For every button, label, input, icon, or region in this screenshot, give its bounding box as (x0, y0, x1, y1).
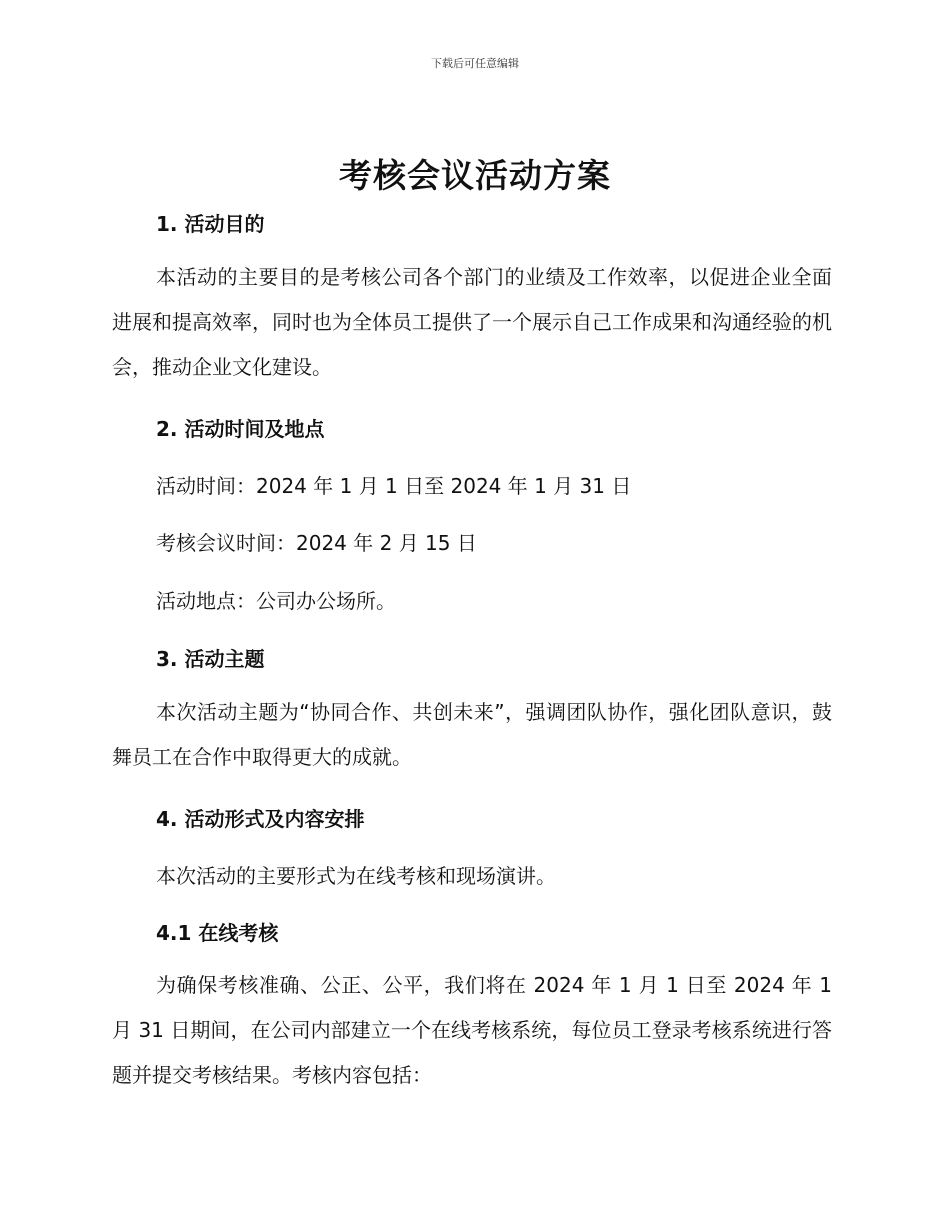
document-title: 考核会议活动方案 (339, 156, 611, 195)
section-3-body: 本次活动主题为“协同合作、共创未来”，强调团队协作，强化团队意识，鼓舞员工在合作中取得更大的成就。 (112, 700, 832, 769)
section-2-heading: 2. 活动时间及地点 (156, 417, 325, 441)
meeting-time: 考核会议时间：2024 年 2 月 15 日 (156, 531, 477, 555)
activity-time: 活动时间：2024 年 1 月 1 日至 2024 年 1 月 31 日 (156, 474, 632, 498)
section-4-1-body: 为确保考核准确、公正、公平，我们将在 2024 年 1 月 1 日至 2024 年 1 月 31 日期间，在公司内部建立一个在线考核系统，每位员工登录考核系统进行答题并提交考核结果。考核内容包括： (112, 973, 832, 1087)
section-1-heading: 1. 活动目的 (156, 212, 265, 236)
section-4-1-heading: 4.1 在线考核 (156, 921, 279, 945)
page-header-note: 下载后可任意编辑 (431, 57, 519, 70)
section-3-heading: 3. 活动主题 (156, 647, 265, 671)
section-4-heading: 4. 活动形式及内容安排 (156, 807, 365, 831)
section-1-body: 本活动的主要目的是考核公司各个部门的业绩及工作效率，以促进企业全面进展和提高效率，同时也为全体员工提供了一个展示自己工作成果和沟通经验的机会，推动企业文化建设。 (112, 265, 832, 379)
activity-location: 活动地点：公司办公场所。 (156, 589, 396, 613)
section-4-body: 本次活动的主要形式为在线考核和现场演讲。 (156, 864, 556, 888)
